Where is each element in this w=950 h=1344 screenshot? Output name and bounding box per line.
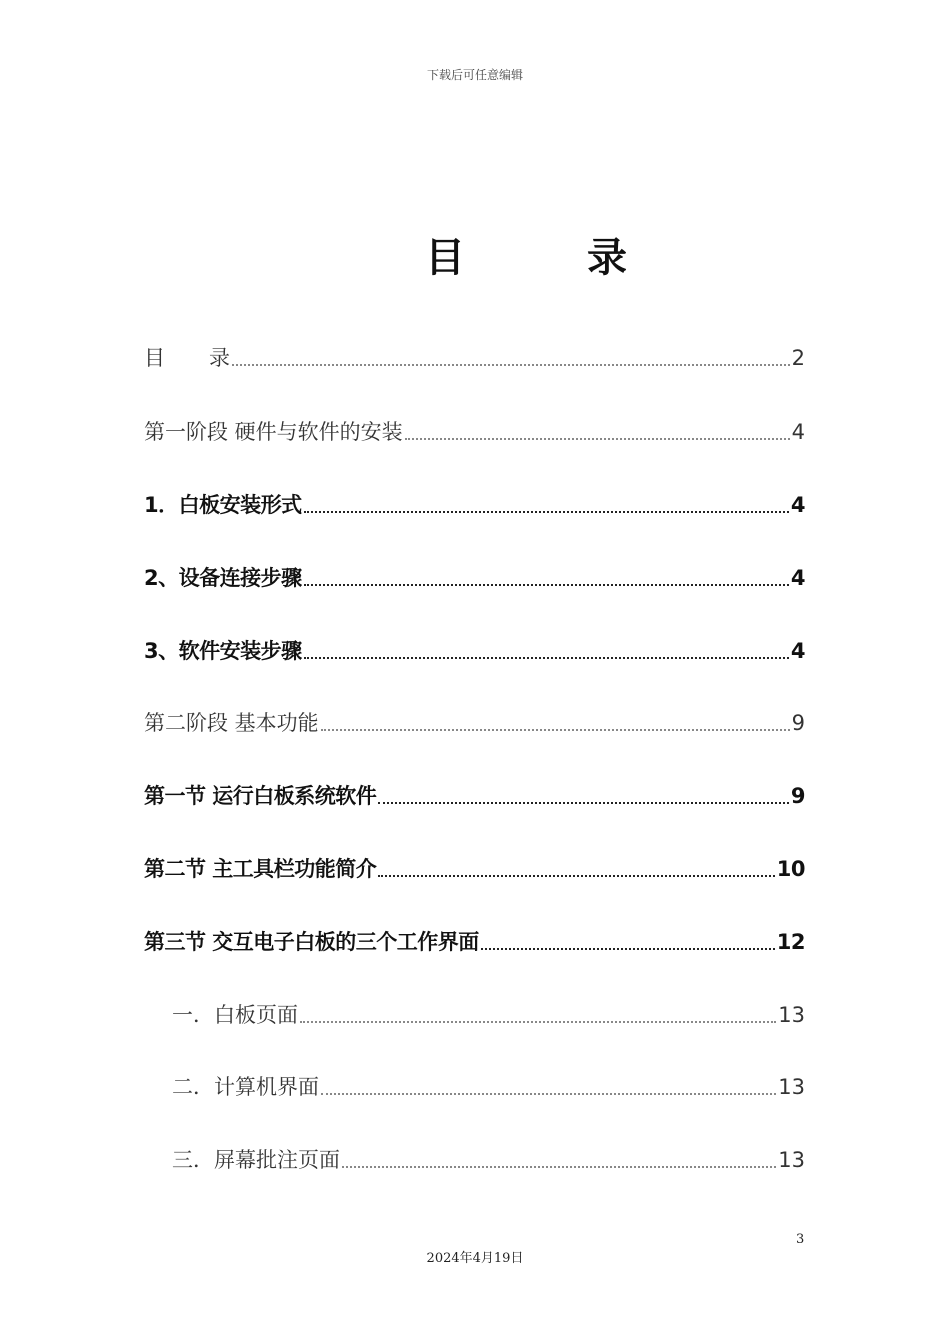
- toc-entry-label: 第二节 主工具栏功能简介: [144, 857, 377, 881]
- toc-entry-label: 二．计算机界面: [172, 1075, 319, 1099]
- toc-entry[interactable]: [144, 927, 805, 957]
- dot-leader: [378, 802, 789, 804]
- dot-leader: [342, 1166, 776, 1168]
- page-number: 3: [796, 1232, 805, 1247]
- toc-entry-page: 10: [776, 857, 805, 881]
- toc-entry[interactable]: [144, 490, 805, 520]
- toc-entry-label: 1．白板安装形式: [144, 493, 302, 517]
- toc-entry[interactable]: [144, 854, 805, 884]
- toc-entry-label: 2、设备连接步骤: [144, 566, 302, 590]
- toc-entry[interactable]: [144, 563, 805, 593]
- dot-leader: [304, 584, 789, 586]
- toc-entry[interactable]: [172, 1072, 805, 1102]
- footer-date: 2024年4月19日: [426, 1251, 524, 1266]
- toc-entry-page: 12: [776, 930, 805, 954]
- dot-leader: [300, 1021, 776, 1023]
- page-header: 下载后可任意编辑: [426, 68, 523, 82]
- dot-leader: [304, 657, 789, 659]
- toc-title-char-2: 录: [587, 234, 627, 281]
- toc-entry-page: 13: [778, 1003, 805, 1027]
- toc-entry[interactable]: [144, 781, 805, 811]
- toc-entry-label: 第一阶段 硬件与软件的安装: [144, 420, 403, 444]
- toc-entry-label: 第三节 交互电子白板的三个工作界面: [144, 930, 479, 954]
- dot-leader: [304, 511, 789, 513]
- toc-entry-label: 第二阶段 基本功能: [144, 711, 319, 735]
- toc-entry-label: 3、软件安装步骤: [144, 639, 302, 663]
- toc-entry-label: 一．白板页面: [172, 1003, 298, 1027]
- toc-entry[interactable]: [172, 1000, 805, 1030]
- dot-leader: [405, 438, 790, 440]
- toc-entry[interactable]: [144, 417, 805, 447]
- toc-title-char-1: 目: [425, 234, 465, 281]
- toc-entry-page: 4: [790, 639, 805, 663]
- toc-entry-label: 第一节 运行白板系统软件: [144, 784, 377, 808]
- toc-entry-page: 4: [790, 566, 805, 590]
- toc-entry[interactable]: [172, 1145, 805, 1175]
- toc-entry[interactable]: [144, 343, 805, 373]
- toc-entry-page: 9: [791, 711, 805, 735]
- toc-entry-page: 9: [790, 784, 805, 808]
- toc-entry-page: 13: [778, 1148, 805, 1172]
- toc-entry-label: 三．屏幕批注页面: [172, 1148, 340, 1172]
- toc-entry-page: 4: [791, 420, 805, 444]
- toc-entry-page: 13: [778, 1075, 805, 1099]
- toc-entry-page: 4: [790, 493, 805, 517]
- toc-entry-page: 2: [791, 346, 805, 370]
- dot-leader: [481, 948, 775, 950]
- dot-leader: [321, 729, 790, 731]
- toc-entry[interactable]: [144, 708, 805, 738]
- toc-entry[interactable]: [144, 636, 805, 666]
- toc-title: [0, 226, 950, 281]
- dot-leader: [378, 875, 774, 877]
- dot-leader: [232, 364, 790, 366]
- toc-entry-label: 目 录: [144, 346, 230, 370]
- dot-leader: [321, 1093, 776, 1095]
